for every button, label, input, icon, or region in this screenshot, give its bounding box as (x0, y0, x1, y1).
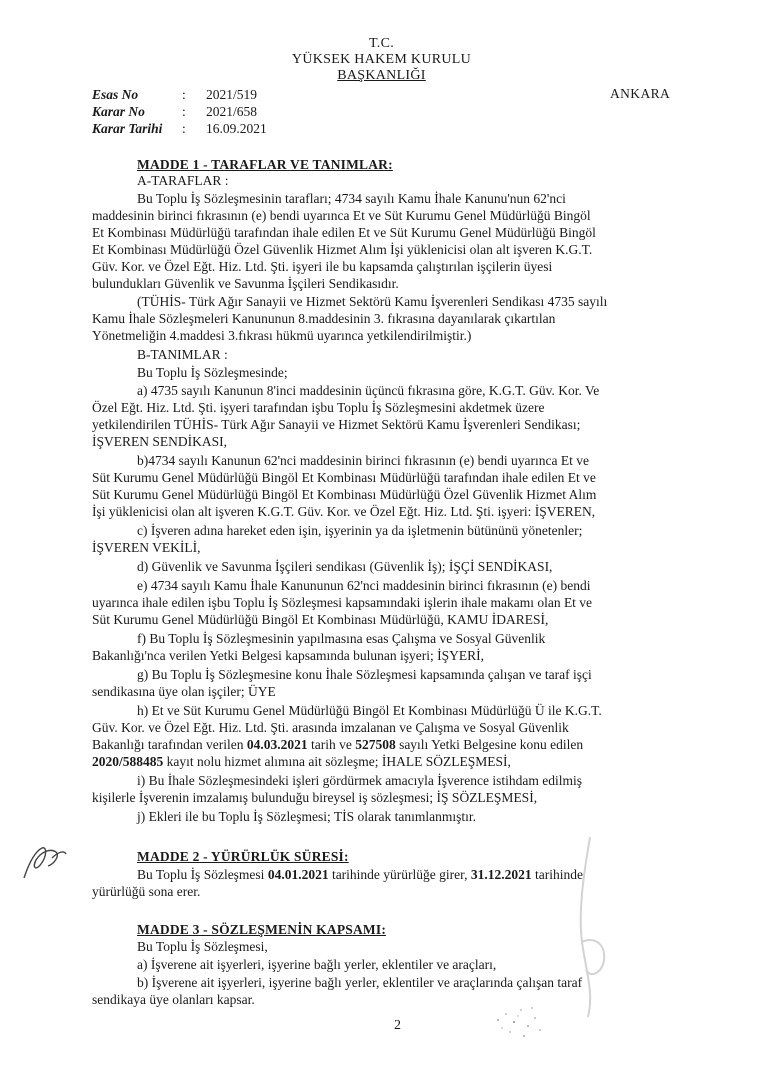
esas-label: Esas No (92, 87, 139, 102)
permit-date: 04.03.2021 (246, 737, 308, 752)
definition-line: f) Bu Toplu İş Sözleşmesinin yapılmasına esas Çalışma ve Sosyal Güvenlik (137, 631, 546, 646)
taraflar-title: A-TARAFLAR : (137, 173, 229, 188)
definition-line: b)4734 sayılı Kanunun 62'nci maddesinin birinci fıkrasının (e) bendi uyarınca Et ve (137, 453, 589, 468)
paragraph-line: b) İşverene ait işyerleri, işyerine bağlı yerler, eklentiler ve araçlarında çalışan taraf (137, 975, 583, 990)
city-label: ANKARA (610, 86, 671, 101)
definition-line: İŞVEREN VEKİLİ, (92, 540, 201, 555)
header-institution: YÜKSEK HAKEM KURULU (291, 52, 472, 67)
definition-line: Özel Eğt. Hiz. Ltd. Şti. işyeri tarafından işbu Toplu İş Sözleşmesini akdetmek üzere (92, 400, 545, 415)
paragraph-line: Et Kombinası Müdürlüğü tarafından ihale edilen Et ve Süt Kurumu Genel Müdürlüğü Bingöl (92, 225, 596, 240)
paragraph-line: Et Kombinası Müdürlüğü Özel Güvenlik Hizmet Alım İşi yüklenicisi olan alt işveren K.G.T. (92, 242, 593, 257)
permit-number: 527508 (355, 737, 396, 752)
start-date: 04.01.2021 (267, 867, 329, 882)
paragraph-line: maddesinin birinci fıkrasının (e) bendi uyarınca Et ve Süt Kurumu Genel Müdürlüğü Bingöl (92, 208, 591, 223)
definition-line: h) Et ve Süt Kurumu Genel Müdürlüğü Bingöl Et Kombinası Müdürlüğü Ü ile K.G.T. (137, 703, 602, 718)
text-run: Bakanlığı tarafından verilen (92, 737, 247, 752)
paragraph-line: Kamu İhale Sözleşmeleri Kanununun 8.maddesinin 3. fıkrasına dayanılarak çıkartılan (92, 311, 556, 326)
esas-value: 2021/519 (206, 87, 258, 102)
definition-line: Güv. Kor. ve Özel Eğt. Hiz. Ltd. Şti. arasında imzalanan ve Çalışma ve Sosyal Güvenlik (92, 720, 569, 735)
page-number: 2 (394, 1018, 401, 1033)
stamp-speckles (488, 1000, 558, 1050)
colon: : (182, 104, 186, 119)
registration-number: 2020/588485 (92, 754, 164, 769)
madde1-heading: MADDE 1 - TARAFLAR VE TANIMLAR: (137, 157, 393, 172)
paragraph-line: Yönetmeliğin 4.maddesi 3.fıkrası hükmü uyarınca yetkilendirilmiştir.) (92, 328, 472, 343)
definition-line: Süt Kurumu Genel Müdürlüğü Bingöl Et Kombinası Müdürlüğü Özel Güvenlik Hizmet Alım (92, 487, 597, 502)
definition-line: a) 4735 sayılı Kanunun 8'inci maddesinin üçüncü fıkrasına göre, K.G.T. Güv. Kor. Ve (137, 383, 600, 398)
text-run: kayıt nolu hizmet alımına ait sözleşme; İHALE SÖZLEŞMESİ, (163, 754, 511, 769)
definition-line: yetkilendirilen TÜHİS- Türk Ağır Sanayii ve Hizmet Sektörü Kamu İşverenleri Sendikası; (92, 417, 581, 432)
paragraph-line: Güv. Kor. ve Özel Eğt. Hiz. Ltd. Şti. işyeri ile bu kapsamda çalıştırılan işçilerin üyesi (92, 259, 553, 274)
text-run: tarih ve (307, 737, 356, 752)
definition-line: Süt Kurumu Genel Müdürlüğü Bingöl Et Kombinası Müdürlüğü tarafından ihale edilen Et ve (92, 470, 596, 485)
definition-line (92, 736, 583, 753)
madde3-heading: MADDE 3 - SÖZLEŞMENİN KAPSAMI: (137, 922, 387, 937)
paragraph-line: Bu Toplu İş Sözleşmesinin tarafları; 4734 sayılı Kamu İhale Kanunu'nun 62'nci (137, 191, 566, 206)
definition-line: d) Güvenlik ve Savunma İşçileri sendikası (Güvenlik İş); İŞÇİ SENDİKASI, (137, 559, 553, 574)
paragraph-line: (TÜHİS- Türk Ağır Sanayii ve Hizmet Sektörü Kamu İşverenleri Sendikası 4735 sayılı (137, 294, 608, 309)
tanimlar-title: B-TANIMLAR : (137, 347, 228, 362)
paragraph-line: Bu Toplu İş Sözleşmesi, (137, 939, 268, 954)
header-presidency: BAŞKANLIĞI (337, 68, 426, 83)
header-tc: T.C. (368, 36, 395, 51)
tarih-label: Karar Tarihi (92, 121, 163, 136)
colon: : (182, 121, 186, 136)
tarih-value: 16.09.2021 (206, 121, 267, 136)
esas-row (92, 86, 257, 103)
definition-line: İŞVEREN SENDİKASI, (92, 434, 227, 449)
karar-value: 2021/658 (206, 104, 258, 119)
end-date: 31.12.2021 (470, 867, 532, 882)
tarih-row (92, 120, 267, 137)
text-run: tarihinde yürürlüğe girer, (328, 867, 471, 882)
definition-line: j) Ekleri ile bu Toplu İş Sözleşmesi; TİS olarak tanımlanmıştır. (137, 809, 477, 824)
definition-line: Süt Kurumu Genel Müdürlüğü Bingöl Et Kombinası Müdürlüğü, KAMU İDARESİ, (92, 612, 549, 627)
paragraph-line: Bu Toplu İş Sözleşmesinde; (137, 365, 288, 380)
definition-line: e) 4734 sayılı Kamu İhale Kanununun 62'nci maddesinin birinci fıkrasının (e) bendi (137, 578, 591, 593)
text-run: Bu Toplu İş Sözleşmesi (137, 867, 268, 882)
paragraph-line: sendikaya üye olanları kapsar. (92, 992, 255, 1007)
handwritten-initials (14, 838, 74, 888)
definition-line: uyarınca ihale edilen işbu Toplu İş Sözleşmesi kapsamındaki işlerin ihale makamı olan Et ve (92, 595, 593, 610)
definition-line: sendikasına üye olan işçiler; ÜYE (92, 684, 276, 699)
definition-line: g) Bu Toplu İş Sözleşmesine konu İhale Sözleşmesi kapsamında çalışan ve taraf işçi (137, 667, 592, 682)
paragraph-line: a) İşverene ait işyerleri, işyerine bağlı yerler, eklentiler ve araçları, (137, 957, 497, 972)
madde2-heading: MADDE 2 - YÜRÜRLÜK SÜRESİ: (137, 849, 349, 864)
definition-line: Bakanlığı'nca verilen Yetki Belgesi kapsamında bulunan işyeri; İŞYERİ, (92, 648, 484, 663)
karar-label: Karar No (92, 104, 145, 119)
karar-row (92, 103, 257, 120)
paragraph-line: yürürlüğü sona erer. (92, 884, 201, 899)
colon: : (182, 87, 186, 102)
definition-line (92, 753, 511, 770)
signature-stroke (560, 832, 630, 1022)
definition-line: i) Bu İhale Sözleşmesindeki işleri gördürmek amacıyla İşverence istihdam edilmiş (137, 773, 582, 788)
paragraph-line (137, 866, 583, 883)
paragraph-line: bulundukları Güvenlik ve Savunma İşçileri Sendikasıdır. (92, 276, 399, 291)
definition-line: c) İşveren adına hareket eden işin, işyerinin ya da işletmenin bütününü yönetenler; (137, 523, 583, 538)
definition-line: kişilerle İşverenin imzalamış bulunduğu bireysel iş sözleşmesi; İŞ SÖZLEŞMESİ, (92, 790, 538, 805)
text-run: sayılı Yetki Belgesine konu edilen (395, 737, 584, 752)
definition-line: İşi yüklenicisi olan alt işveren K.G.T. Güv. Kor. ve Özel Eğt. Hiz. Ltd. Şti. işyeri: İŞVEREN, (92, 504, 596, 519)
text-run: tarihinde (531, 867, 583, 882)
